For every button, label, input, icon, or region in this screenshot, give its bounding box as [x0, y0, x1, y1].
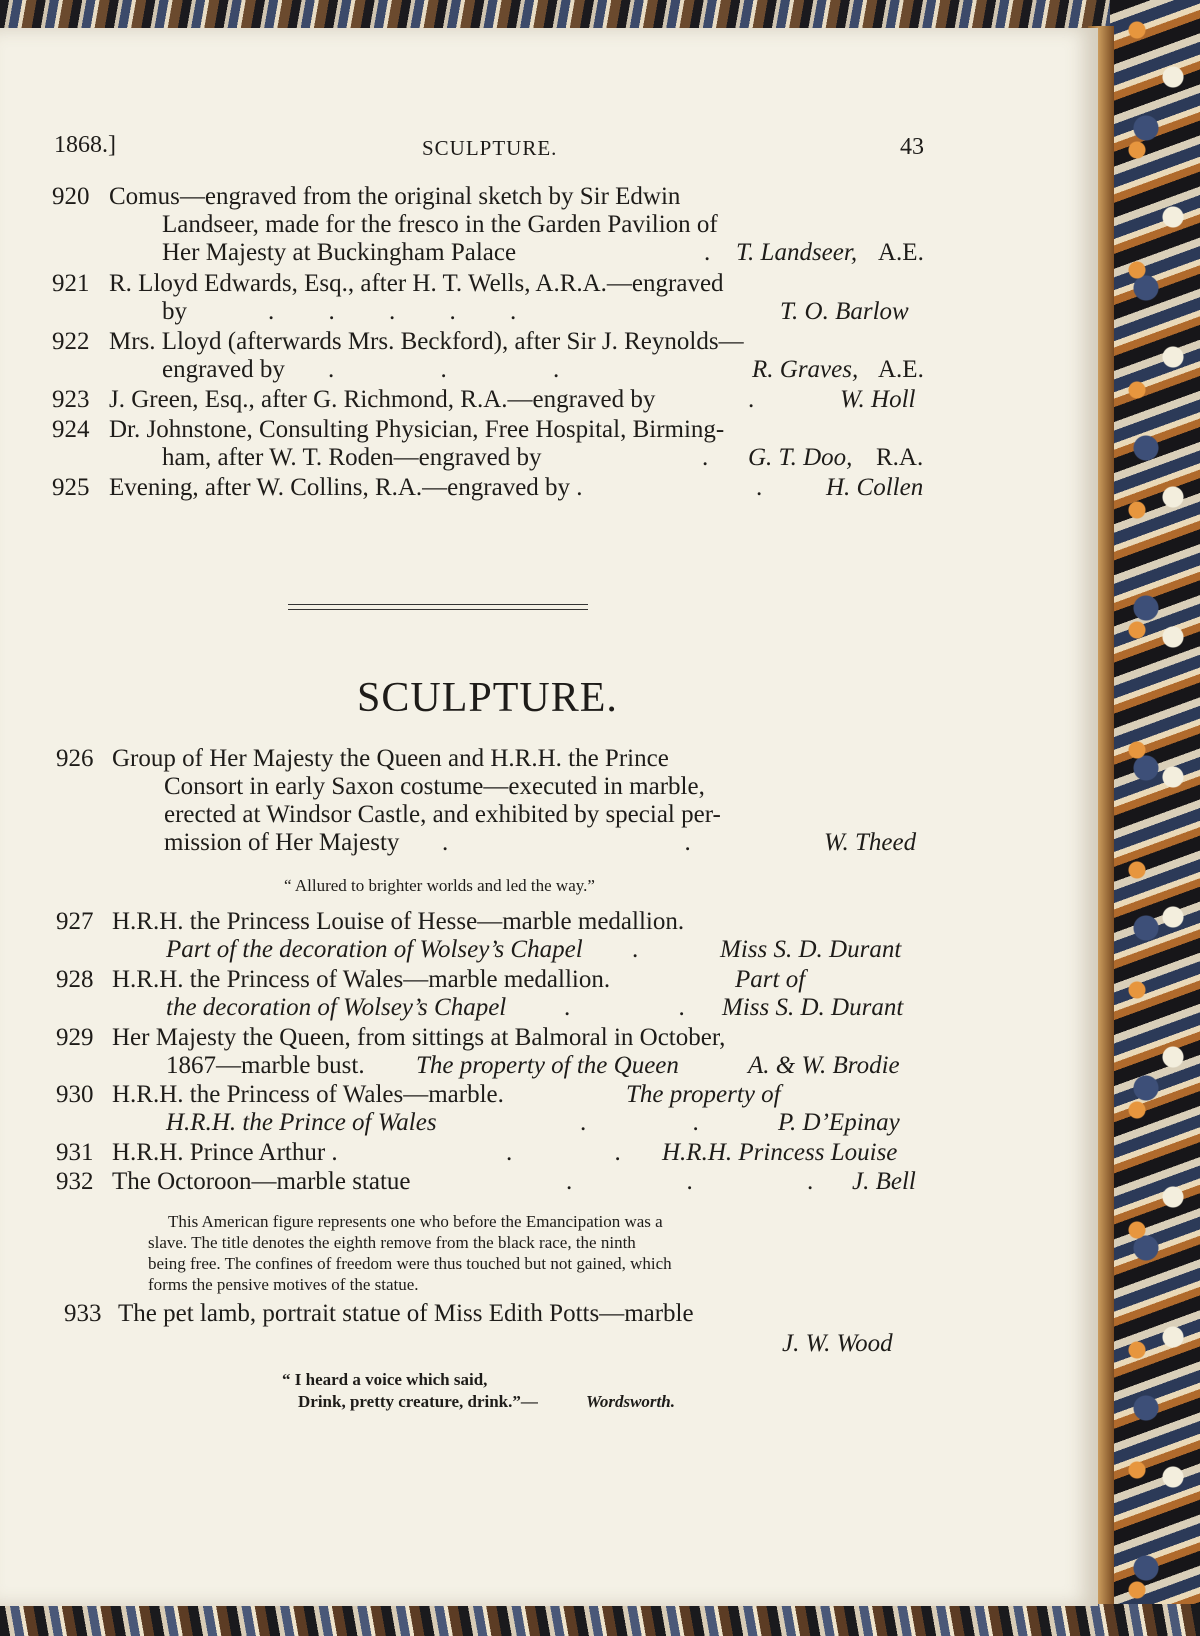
entry-line: H.R.H. the Princess Louise of Hesse—marble medallion.: [112, 908, 685, 935]
leader-dots: . . .: [566, 1168, 814, 1195]
leader-dots: . .: [506, 1139, 621, 1166]
entry-number: 924: [52, 416, 90, 443]
artist-name: T. Landseer,: [736, 239, 858, 266]
leader-dots: .: [756, 474, 763, 501]
header-year: 1868.]: [54, 132, 116, 158]
header-section: SCULPTURE.: [422, 136, 558, 160]
motto: “ Allured to brighter worlds and led the way.”: [284, 876, 595, 895]
entry-number: 933: [64, 1300, 102, 1327]
entry-number: 931: [56, 1139, 94, 1166]
artist-suffix: A.E.: [878, 356, 924, 383]
artist-name: G. T. Doo,: [748, 444, 853, 471]
leader-dots: .: [748, 386, 755, 413]
entry-italic-line: the decoration of Wolsey’s Chapel: [166, 994, 507, 1021]
artist-name: T. O. Barlow: [780, 298, 909, 325]
artist-name: J. W. Wood: [782, 1330, 893, 1357]
entry-line: erected at Windsor Castle, and exhibited by special per-: [164, 801, 721, 828]
artist-name: W. Theed: [824, 829, 917, 856]
artist-suffix: A.E.: [878, 239, 924, 266]
note-line: forms the pensive motives of the statue.: [148, 1275, 419, 1294]
entry-line: Her Majesty at Buckingham Palace: [162, 239, 517, 266]
artist-name: A. & W. Brodie: [748, 1052, 900, 1079]
leader-dots: .: [632, 936, 639, 963]
artist-name: R. Graves,: [752, 356, 859, 383]
entry-line: Mrs. Lloyd (afterwards Mrs. Beckford), after Sir J. Reynolds—: [109, 328, 744, 355]
entry-number: 928: [56, 966, 94, 993]
leader-dots: . .: [580, 1109, 699, 1136]
entry-number: 921: [52, 270, 90, 297]
entry-line: J. Green, Esq., after G. Richmond, R.A.—engraved by: [109, 386, 656, 413]
quote-author: Wordsworth.: [586, 1392, 675, 1411]
entry-number: 922: [52, 328, 90, 355]
entry-line: H.R.H. the Princess of Wales—marble medallion.: [112, 966, 611, 993]
entry-italic-fragment: Part of: [735, 966, 806, 993]
entry-italic-fragment: The property of the Queen: [416, 1052, 679, 1079]
artist-name: W. Holl: [840, 386, 916, 413]
entry-number: 926: [56, 745, 94, 772]
quote-line: “ I heard a voice which said,: [282, 1370, 488, 1389]
marbled-right-edge: [1110, 0, 1200, 1636]
entry-number: 929: [56, 1024, 94, 1051]
entry-line: Her Majesty the Queen, from sittings at Balmoral in October,: [112, 1024, 726, 1051]
entry-line: The Octoroon—marble statue: [112, 1168, 411, 1195]
note-line: slave. The title denotes the eighth remove from the black race, the ninth: [148, 1233, 636, 1252]
entry-line: Comus—engraved from the original sketch by Sir Edwin: [109, 183, 681, 210]
leader-dots: .: [702, 444, 709, 471]
entry-line: Group of Her Majesty the Queen and H.R.H. the Prince: [112, 745, 669, 772]
entry-line: Landseer, made for the fresco in the Garden Pavilion of: [162, 211, 718, 238]
section-heading: SCULPTURE.: [357, 675, 618, 721]
entry-line: H.R.H. the Princess of Wales—marble.: [112, 1081, 504, 1108]
entry-line: Dr. Johnstone, Consulting Physician, Free Hospital, Birming-: [109, 416, 725, 443]
note-line: being free. The confines of freedom were thus touched but not gained, which: [148, 1254, 672, 1273]
book-page: [0, 28, 1098, 1606]
marbled-bottom-edge: [0, 1604, 1200, 1636]
note-line: This American figure represents one who before the Emancipation was a: [168, 1212, 663, 1231]
entry-number: 920: [52, 183, 90, 210]
header-page-number: 43: [900, 134, 924, 160]
entry-line: by: [162, 298, 187, 325]
entry-line: H.R.H. Prince Arthur .: [112, 1139, 338, 1166]
leader-dots: .: [704, 239, 711, 266]
entry-line: 1867—marble bust.: [166, 1052, 365, 1079]
leader-dots: . . . . .: [268, 298, 517, 325]
entry-number: 925: [52, 474, 90, 501]
section-divider: [288, 604, 588, 610]
entry-number: 927: [56, 908, 94, 935]
entry-line: Evening, after W. Collins, R.A.—engraved by .: [109, 474, 583, 501]
artist-name: H.R.H. Princess Louise: [662, 1139, 898, 1166]
entry-number: 930: [56, 1081, 94, 1108]
leader-dots: . .: [442, 829, 691, 856]
artist-name: H. Collen: [826, 474, 924, 501]
entry-line: mission of Her Majesty: [164, 829, 400, 856]
quote-line: Drink, pretty creature, drink.”—: [298, 1392, 538, 1411]
leader-dots: . .: [564, 994, 685, 1021]
entry-line: ham, after W. T. Roden—engraved by: [162, 444, 542, 471]
artist-name: Miss S. D. Durant: [722, 994, 904, 1021]
entry-number: 923: [52, 386, 90, 413]
artist-name: P. D’Epinay: [778, 1109, 900, 1136]
entry-number: 932: [56, 1168, 94, 1195]
entry-italic-line: H.R.H. the Prince of Wales: [166, 1109, 437, 1136]
entry-italic-fragment: The property of: [626, 1081, 781, 1108]
entry-line: engraved by: [162, 356, 285, 383]
entry-italic-line: Part of the decoration of Wolsey’s Chapel: [166, 936, 583, 963]
artist-name: J. Bell: [852, 1168, 916, 1195]
entry-line: R. Lloyd Edwards, Esq., after H. T. Wells, A.R.A.—engraved: [109, 270, 724, 297]
artist-suffix: R.A.: [876, 444, 924, 471]
marbled-top-edge: [0, 0, 1200, 30]
entry-line: Consort in early Saxon costume—executed in marble,: [164, 773, 705, 800]
leader-dots: . . .: [328, 356, 560, 383]
entry-line: The pet lamb, portrait statue of Miss Edith Potts—marble: [118, 1300, 694, 1327]
artist-name: Miss S. D. Durant: [720, 936, 902, 963]
